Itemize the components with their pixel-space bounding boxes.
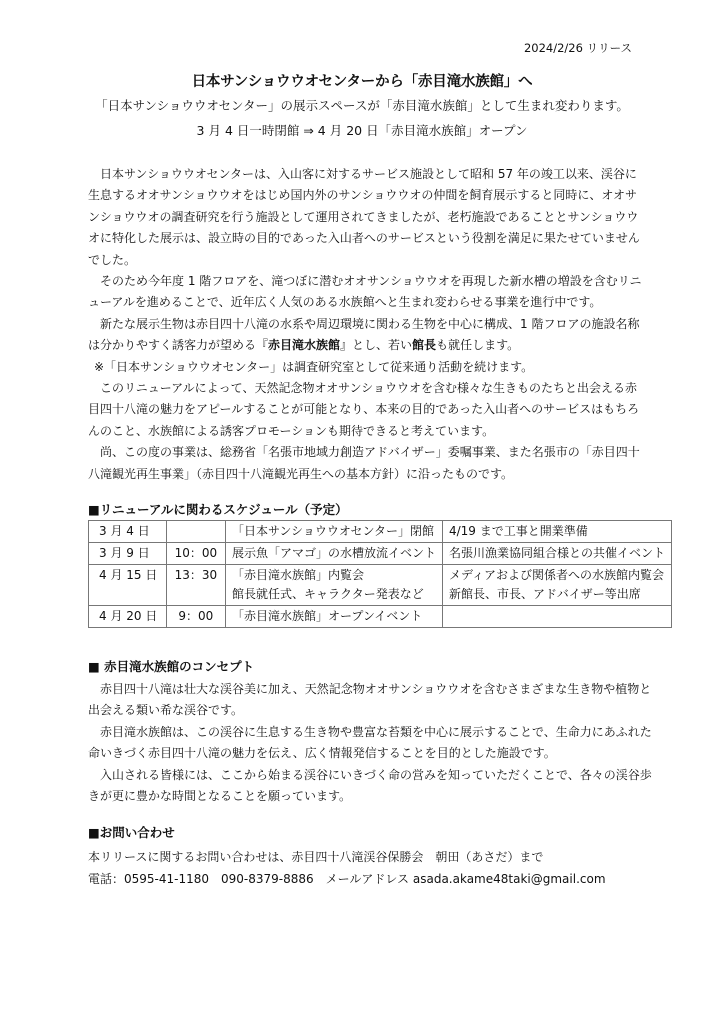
table-row: [89, 565, 672, 606]
contact-line: 電話：0595-41-1180 090-8379-8886 メールアドレス asada.akame48taki@gmail.com: [88, 872, 606, 886]
subtitle-announcement: 「日本サンショウウオセンター」の展示スペースが「赤目滝水族館」として生まれ変わります。: [95, 98, 629, 113]
page-title: 日本サンショウウオセンターから「赤目滝水族館」へ: [191, 74, 533, 90]
schedule-note: [442, 565, 671, 606]
table-row: [89, 606, 672, 628]
schedule-date: 4 月 15 日: [89, 565, 167, 606]
schedule-heading: ■リニューアルに関わるスケジュール（予定）: [88, 502, 348, 517]
concept-paragraph: 赤目四十八滝は壮大な渓谷美に加え、天然記念物オオサンショウウオを含むさまざまな生き物や植物と出会える類い希な渓谷です。: [88, 682, 652, 718]
body-text-span: 新たな展示生物は赤目四十八滝の水系や周辺環境に関わる生物を中心に構成、1 階フロアの施設名称は分かりやすく誘客力が望める『: [88, 316, 640, 353]
body-paragraph: 尚、この度の事業は、総務省「名張市地域力創造アドバイザー」委嘱事業、また名張市の「赤目四十八滝観光再生事業」（赤目四十八滝観光再生への基本方針）に沿ったものです。: [88, 445, 640, 481]
body-paragraph: 日本サンショウウオセンターは、入山客に対するサービス施設として昭和 57 年の竣工以来、渓谷に生息するオオサンショウウオをはじめ国内外のサンショウウオの仲間を飼育展示すると同時に、オオサンショウウオの調査研究を行う施設として運用されてきましたが、老朽施設であることとサンショウウオに特化した展示は、設立時の目的であった入山者へのサービスという役割を満足に果たせていませんでした。: [88, 167, 640, 267]
body-paragraph: そのため今年度 1 階フロアを、滝つぼに潜むオオサンショウウオを再現した新水槽の増設を含むリニューアルを進めることで、近年広く人気のある水族館へと生まれ変わらせる事業を進行中です。: [88, 274, 642, 310]
schedule-time: 13：30: [166, 565, 225, 606]
schedule-note: [442, 606, 671, 628]
schedule-time: [166, 521, 225, 543]
schedule-time: 9：00: [166, 606, 225, 628]
table-row: [89, 543, 672, 565]
subtitle-dates: 3 月 4 日一時閉館 ⇒ 4 月 20 日「赤目滝水族館」オープン: [196, 123, 528, 138]
schedule-date: 3 月 9 日: [89, 543, 167, 565]
schedule-event: 「日本サンショウウオセンター」閉館: [225, 521, 442, 543]
release-date: 2024/2/26 リリース: [523, 41, 632, 55]
contact-info: [88, 846, 668, 890]
table-row: [89, 521, 672, 543]
schedule-note-line: メディアおよび関係者への水族館内覧会: [448, 568, 665, 582]
contact-line: 本リリースに関するお問い合わせは、赤目四十八滝渓谷保勝会 朝田（あさだ）まで: [88, 850, 544, 864]
body-text-span: 』とし、若い: [340, 338, 413, 353]
schedule-note: 4/19 まで工事と開業準備: [442, 521, 671, 543]
aquarium-name-bold: 赤目滝水族館: [268, 338, 341, 353]
schedule-event-line: 館長就任式、キャラクター発表など: [231, 587, 424, 601]
schedule-note: 名張川漁業協同組合様との共催イベント: [442, 543, 671, 565]
schedule-time: 10：00: [166, 543, 225, 565]
body-text-span: も就任します。: [436, 338, 520, 353]
contact-heading: ■お問い合わせ: [88, 825, 175, 840]
schedule-date: 4 月 20 日: [89, 606, 167, 628]
concept-paragraph: 入山される皆様には、ここから始まる渓谷にいきづく命の営みを知っていただくことで、各々の渓谷歩きが更に豊かな時間となることを願っています。: [88, 767, 652, 804]
concept-text: [88, 679, 658, 807]
schedule-date: 3 月 4 日: [89, 521, 167, 543]
body-paragraph: このリニューアルによって、天然記念物オオサンショウウオを含む様々な生きものたちと出会える赤目四十八滝の魅力をアピールすることが可能となり、本来の目的であった入山者へのサービスはもちろんのこと、水族館による誘客プロモーションも期待できると考えています。: [88, 381, 640, 438]
schedule-event: 展示魚「アマゴ」の水槽放流イベント: [225, 543, 442, 565]
schedule-event: [225, 565, 442, 606]
schedule-note-line: 新館長、市長、アドバイザー等出席: [448, 587, 641, 601]
body-text: [88, 164, 648, 485]
schedule-table: [88, 520, 672, 628]
body-note: ※「日本サンショウウオセンター」は調査研究室として従来通り活動を続けます。: [94, 359, 534, 374]
schedule-event-line: 「赤目滝水族館」内覧会: [231, 568, 364, 582]
body-paragraph: [88, 314, 648, 357]
director-bold: 館長: [412, 338, 437, 353]
concept-paragraph: 赤目滝水族館は、この渓谷に生息する生き物や豊富な苔類を中心に展示することで、生命力にあふれた命いきづく赤目四十八滝の魅力を伝え、広く情報発信することを目的とした施設です。: [88, 724, 652, 761]
schedule-event: 「赤目滝水族館」オープンイベント: [225, 606, 442, 628]
concept-heading: ■ 赤目滝水族館のコンセプト: [88, 659, 255, 674]
